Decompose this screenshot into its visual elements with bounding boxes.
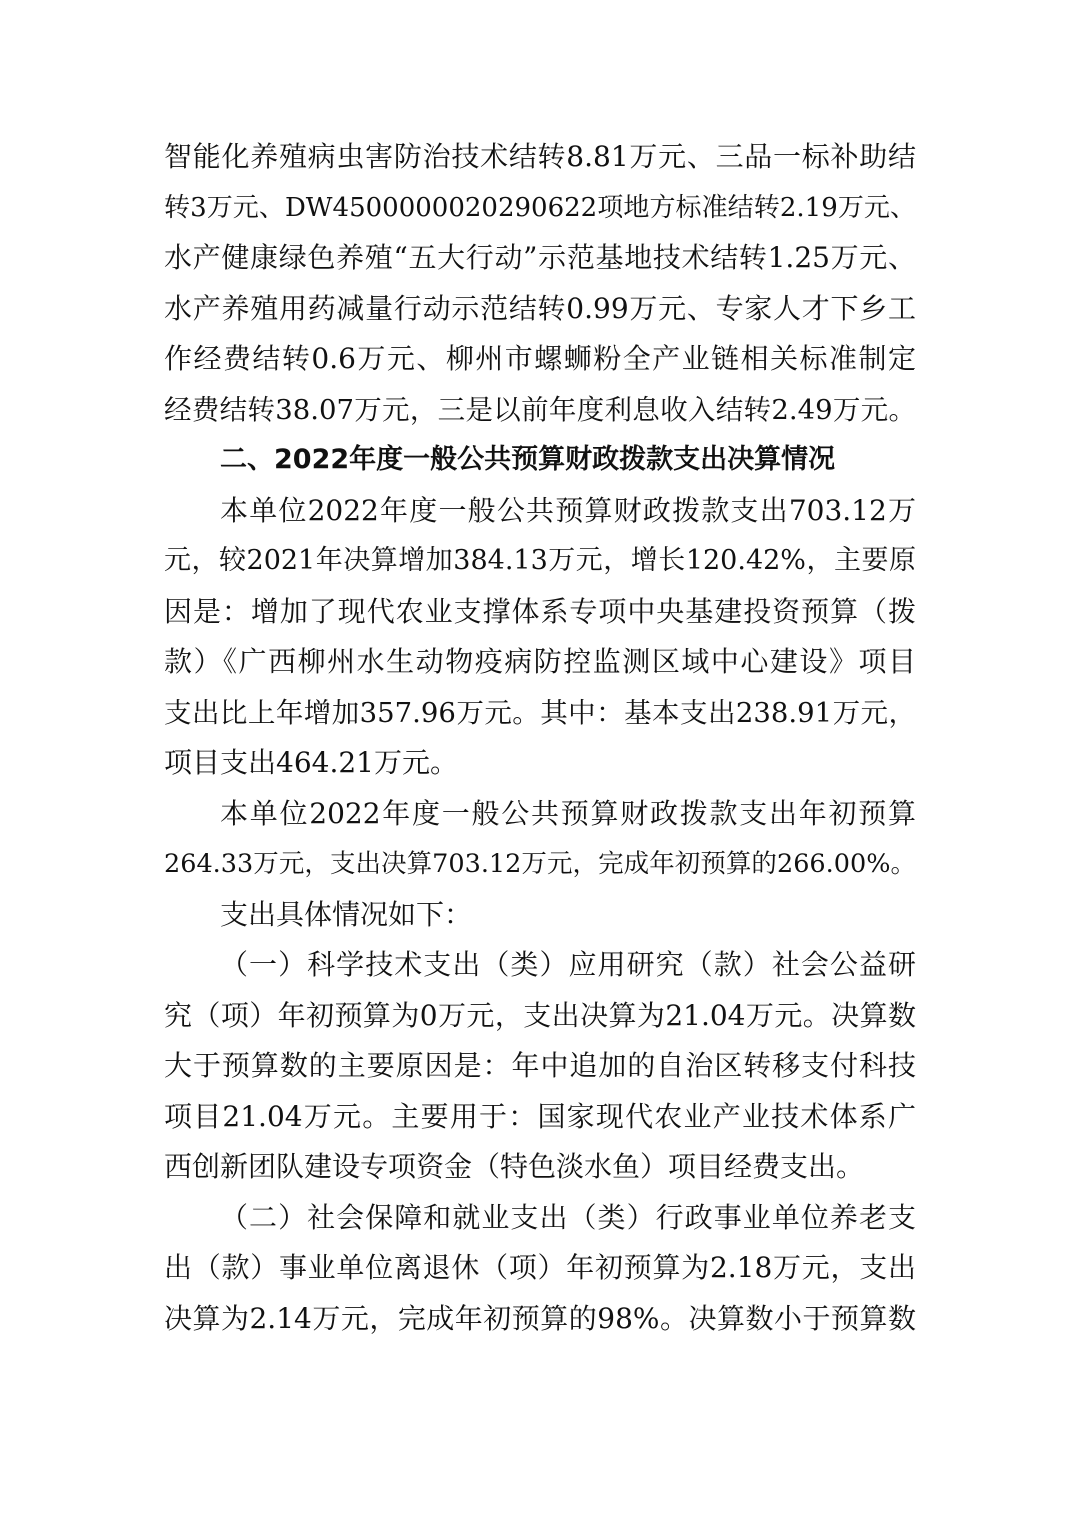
section-heading: 二、2022年度一般公共预算财政拨款支出决算情况 bbox=[220, 444, 836, 475]
text-line: 大于预算数的主要原因是：年中追加的自治区转移支付科技 bbox=[164, 1049, 916, 1082]
text-line: 项目21.04万元。主要用于：国家现代农业产业技术体系广 bbox=[164, 1099, 916, 1133]
text-line: 决算为2.14万元，完成年初预算的98%。决算数小于预算数 bbox=[164, 1301, 916, 1335]
text-line: 元，较2021年决算增加384.13万元，增长120.42%，主要原 bbox=[164, 545, 916, 576]
text-line: 智能化养殖病虫害防治技术结转8.81万元、三品一标补助结 bbox=[164, 140, 916, 173]
text-line: 因是：增加了现代农业支撑体系专项中央基建投资预算（拨 bbox=[164, 594, 916, 628]
text-line: 款）《广西柳州水生动物疫病防控监测区域中心建设》项目 bbox=[164, 645, 916, 678]
text-line: 本单位2022年度一般公共预算财政拨款支出年初预算 bbox=[220, 796, 916, 830]
text-line: 水产健康绿色养殖“五大行动”示范基地技术结转1.25万元、 bbox=[164, 241, 916, 274]
text-line: 作经费结转0.6万元、柳州市螺蛳粉全产业链相关标准制定 bbox=[164, 342, 916, 375]
text-line: 西创新团队建设专项资金（特色淡水鱼）项目经费支出。 bbox=[164, 1150, 865, 1183]
text-line: 水产养殖用药减量行动示范结转0.99万元、专家人才下乡工 bbox=[164, 291, 916, 325]
text-line: （二）社会保障和就业支出（类）行政事业单位养老支 bbox=[220, 1200, 916, 1234]
text-line: 264.33万元，支出决算703.12万元，完成年初预算的266.00%。 bbox=[164, 849, 916, 879]
text-line: 支出具体情况如下： bbox=[220, 897, 473, 931]
text-line: 转3万元、DW4500000020290622项地方标准结转2.19万元、 bbox=[164, 192, 916, 223]
text-line: 究（项）年初预算为0万元，支出决算为21.04万元。决算数 bbox=[164, 998, 916, 1032]
text-line: 出（款）事业单位离退休（项）年初预算为2.18万元，支出 bbox=[164, 1251, 916, 1284]
text-line: （一）科学技术支出（类）应用研究（款）社会公益研 bbox=[220, 948, 916, 981]
text-line: 项目支出464.21万元。 bbox=[164, 746, 458, 779]
text-line: 支出比上年增加357.96万元。其中：基本支出238.91万元， bbox=[164, 696, 916, 729]
document-body bbox=[164, 132, 916, 1344]
text-line: 本单位2022年度一般公共预算财政拨款支出703.12万 bbox=[220, 493, 916, 527]
text-line: 经费结转38.07万元，三是以前年度利息收入结转2.49万元。 bbox=[164, 393, 916, 426]
